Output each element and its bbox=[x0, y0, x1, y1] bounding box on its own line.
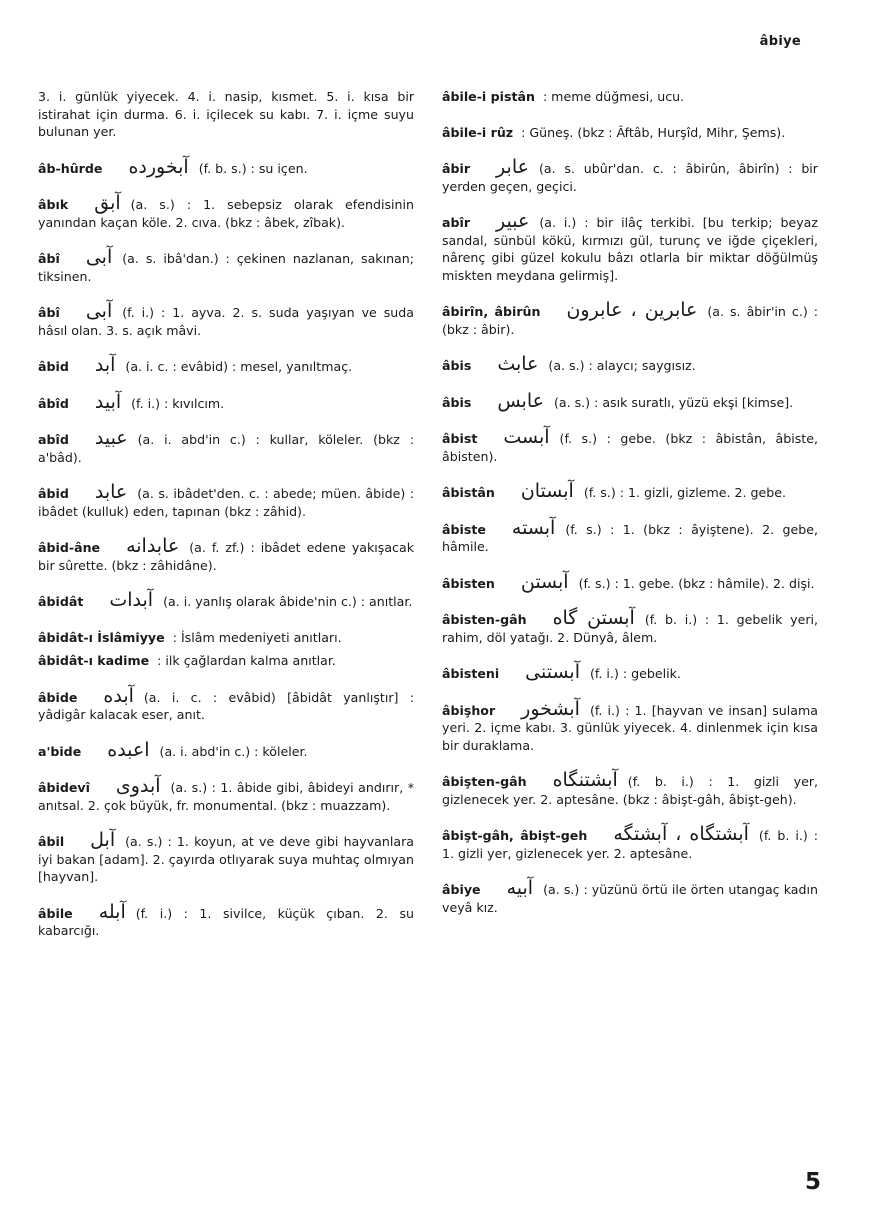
dictionary-entry bbox=[38, 427, 414, 466]
entry-definition: (a. s. ibâdet'den. c. : abede; müen. âbide) : ibâdet (kulluk) eden, tapınan (bkz : zâhid). bbox=[38, 486, 414, 519]
entry-arabic-script: آبده bbox=[103, 684, 134, 707]
entry-definition: (f. i.) : kıvılcım. bbox=[131, 395, 225, 411]
entry-definition: (f. s.) : 1. gizli, gizleme. 2. gebe. bbox=[583, 485, 786, 500]
dictionary-entry bbox=[38, 300, 414, 339]
entry-arabic-script: آبستن bbox=[520, 570, 569, 593]
entry-definition: (a. s. ubûr'dan. c. : âbirûn, âbirîn) : bir yerden geçen, geçici. bbox=[442, 161, 818, 194]
entry-definition: (f. s.) : gebe. (bkz : âbistân, âbiste, âbisten). bbox=[442, 431, 818, 464]
dictionary-entry bbox=[38, 155, 414, 178]
entry-headword: âbil bbox=[38, 834, 65, 849]
entry-definition: (a. i. yanlış olarak âbide'nin c.) : anıtlar. bbox=[163, 594, 413, 609]
entry-arabic-script: آبست bbox=[503, 426, 550, 448]
entry-headword: âbist bbox=[442, 431, 478, 446]
entry-arabic-script: آبدات bbox=[109, 589, 154, 611]
dictionary-entry bbox=[38, 629, 414, 647]
entry-definition: (f. i.) : 1. sivilce, küçük çıban. 2. su kabarcığı. bbox=[38, 905, 414, 938]
entry-headword: âbis bbox=[442, 358, 472, 373]
entry-headword: âbirîn, âbirûn bbox=[442, 304, 541, 319]
entry-definition: (f. i.) : gebelik. bbox=[590, 666, 681, 681]
running-head: âbiye bbox=[759, 34, 801, 49]
entry-headword: âbisten-gâh bbox=[442, 612, 527, 627]
entry-headword: âbide bbox=[38, 689, 78, 705]
entry-arabic-script: آبيد bbox=[94, 390, 122, 413]
dictionary-entry bbox=[38, 246, 414, 285]
entry-definition: (f. b. i.) : 1. gebelik yeri, rahim, döl yatağı. 2. Dünyâ, âlem. bbox=[442, 612, 819, 645]
dictionary-entry bbox=[442, 88, 818, 106]
dictionary-entry bbox=[38, 738, 414, 761]
entry-headword: âbile bbox=[38, 905, 73, 921]
entry-definition: : Güneş. (bkz : Âftâb, Hurşîd, Mihr, Şems). bbox=[521, 124, 786, 140]
entry-definition: (f. s.) : 1. gebe. (bkz : hâmile). 2. dişi. bbox=[578, 575, 815, 591]
entry-definition: (f. i.) : 1. [hayvan ve insan] sulama yeri. 2. içme kabı. 3. günlük yiyecek. 4. dinlenmek için kısa bir duraklama. bbox=[442, 702, 818, 753]
entry-headword: âbistân bbox=[442, 485, 495, 500]
entry-headword: âbile-i rûz bbox=[442, 124, 514, 140]
entry-arabic-script: آبستنى bbox=[525, 661, 580, 683]
dictionary-entry bbox=[442, 769, 818, 808]
entry-definition: : meme düğmesi, ucu. bbox=[542, 89, 685, 104]
entry-definition: : ilk çağlardan kalma anıtlar. bbox=[157, 653, 336, 668]
entry-arabic-script: آبى bbox=[85, 300, 113, 322]
dictionary-entry bbox=[442, 823, 818, 862]
dictionary-entry bbox=[38, 652, 414, 670]
entry-definition: (a. s.) : asık suratlı, yüzü ekşi [kimse]. bbox=[553, 394, 794, 410]
entry-headword: âbid bbox=[38, 486, 69, 501]
entry-headword: âbişhor bbox=[442, 702, 496, 718]
entry-headword: âbir bbox=[442, 161, 471, 176]
dictionary-entry bbox=[38, 192, 414, 231]
entry-arabic-script: آبشتنگاه bbox=[552, 769, 618, 791]
entry-headword: âbisten bbox=[442, 575, 495, 591]
dictionary-entry bbox=[442, 516, 818, 556]
entry-headword: a'bide bbox=[38, 743, 82, 759]
entry-headword: âb-hûrde bbox=[38, 160, 103, 176]
entry-headword: âbîd bbox=[38, 395, 69, 411]
entry-definition: (f. s.) : 1. (bkz : âyiştene). 2. gebe, hâmile. bbox=[442, 521, 818, 554]
entry-headword: âbî bbox=[38, 251, 60, 266]
entry-headword: âbişt-gâh, âbişt-geh bbox=[442, 828, 588, 843]
entry-arabic-script: آبق bbox=[94, 192, 121, 214]
entry-definition: (f. b. i.) : 1. gizli yer, gizlenecek yer. 2. aptesâne. (bkz : âbişt-gâh, âbişt-geh). bbox=[442, 774, 818, 807]
entry-headword: âbidât bbox=[38, 594, 84, 609]
entry-headword: âbis bbox=[442, 394, 472, 410]
entry-arabic-script: عابس bbox=[497, 389, 544, 412]
entry-arabic-script: آبستن گاه bbox=[552, 607, 635, 629]
entry-definition: (f. b. i.) : 1. gizli yer, gizlenecek yer. 2. aptesâne. bbox=[442, 828, 818, 861]
entry-arabic-script: آبستان bbox=[520, 480, 574, 502]
entry-definition: (a. s. âbir'in c.) : (bkz : âbir). bbox=[442, 304, 818, 337]
entry-definition: (a. s.) : yüzünü örtü ile örten utangaç kadın veyâ kız. bbox=[442, 882, 818, 915]
entry-definition: (a. f. zf.) : ibâdet edene yakışacak bir sûrette. (bkz : zâhidâne). bbox=[38, 540, 414, 573]
dictionary-entry bbox=[442, 661, 818, 683]
entry-headword: âbid-âne bbox=[38, 540, 101, 555]
entry-arabic-script: آبد bbox=[94, 354, 116, 376]
entry-definition: (a. i. abd'in c.) : köleler. bbox=[159, 743, 308, 759]
entry-headword: âbile-i pistân bbox=[442, 89, 535, 104]
entry-headword: abîr bbox=[442, 215, 471, 230]
entry-definition: (f. i.) : 1. ayva. 2. s. suda yaşıyan ve suda hâsıl olan. 3. s. açık mâvi. bbox=[38, 305, 414, 338]
entry-arabic-script: آبيه bbox=[506, 877, 534, 899]
entry-definition: (a. i. abd'in c.) : kullar, köleler. (bkz : a'bâd). bbox=[38, 432, 414, 465]
entry-arabic-script: عابر bbox=[496, 156, 529, 178]
entry-headword: âbidât-ı kadime bbox=[38, 653, 150, 668]
dictionary-entry bbox=[442, 877, 818, 916]
entry-definition: (a. s.) : alaycı; saygısız. bbox=[548, 358, 696, 373]
entry-definition: (a. i.) : bir ilâç terkibi. [bu terkip; beyaz sandal, sünbül kökü, kırmızı gül, turunç ve iğde çiçekleri, nârenç gibi güzel kokulu bâzı otlarla bir miktar döğülmüş miskten meydana gelirmiş]. bbox=[442, 215, 818, 283]
dictionary-entry bbox=[442, 124, 818, 142]
entry-arabic-script: عابث bbox=[497, 353, 539, 375]
dictionary-entry bbox=[38, 900, 414, 940]
dictionary-entry bbox=[442, 353, 818, 375]
entry-headword: âbisteni bbox=[442, 666, 500, 681]
dictionary-entry bbox=[38, 775, 414, 814]
left-column bbox=[38, 88, 414, 958]
dictionary-entry bbox=[442, 210, 818, 284]
entry-definition: (a. i. c. : evâbid) [âbidât yanlıştır] : yâdigâr kalacak eser, anıt. bbox=[38, 689, 414, 722]
dictionary-entry bbox=[442, 570, 818, 593]
entry-arabic-script: آبشتگاه ، آبشتگه bbox=[613, 823, 749, 845]
entry-arabic-script: عبير bbox=[496, 210, 530, 232]
entry-definition: (a. s.) : 1. koyun, at ve deve gibi hayvanlara iyi bakan [adam]. 2. çayırda otlıyarak suya muhtaç olmıyan [hayvan]. bbox=[38, 834, 414, 884]
entry-arabic-script: عابد bbox=[94, 481, 128, 503]
entry-arabic-script: عابدانه bbox=[126, 535, 180, 557]
entry-definition: (a. i. c. : evâbid) : mesel, yanıltmaç. bbox=[125, 359, 353, 374]
dictionary-entry bbox=[38, 684, 414, 724]
right-column bbox=[442, 88, 818, 934]
entry-definition: 3. i. günlük yiyecek. 4. i. nasip, kısmet. 5. i. kısa bir istirahat için durma. 6. i. içilecek su kabı. 7. i. içme suyu bulunan yer. bbox=[38, 89, 414, 139]
dictionary-entry bbox=[38, 354, 414, 376]
entry-arabic-script: عبيد bbox=[94, 427, 128, 449]
dictionary-entry bbox=[442, 480, 818, 502]
dictionary-entry bbox=[442, 389, 818, 412]
dictionary-entry bbox=[442, 299, 818, 338]
entry-definition: (a. s. ibâ'dan.) : çekinen nazlanan, sakınan; tiksinen. bbox=[38, 251, 414, 284]
dictionary-entry bbox=[38, 390, 414, 413]
entry-headword: âbişten-gâh bbox=[442, 774, 527, 789]
entry-definition: (a. s.) : 1. âbide gibi, âbideyi andırır, * anıtsal. 2. çok büyük, fr. monumental. (bkz : muazzam). bbox=[38, 780, 414, 813]
entry-arabic-script: آبدوى bbox=[115, 775, 161, 797]
dictionary-entry bbox=[38, 829, 414, 886]
entry-headword: âbiye bbox=[442, 882, 481, 897]
dictionary-entry bbox=[442, 697, 818, 755]
entry-arabic-script: آبخورده bbox=[128, 155, 189, 178]
dictionary-entry bbox=[442, 607, 819, 646]
entry-headword: abîd bbox=[38, 432, 69, 447]
entry-definition: : İslâm medeniyeti anıtları. bbox=[172, 629, 342, 645]
entry-definition: (f. b. s.) : su içen. bbox=[198, 160, 308, 176]
entry-headword: âbidât-ı İslâmiyye bbox=[38, 629, 165, 645]
entry-arabic-script: آبى bbox=[85, 246, 113, 268]
entry-headword: âbî bbox=[38, 305, 60, 320]
page-number: 5 bbox=[804, 1169, 821, 1195]
entry-headword: âbid bbox=[38, 359, 69, 374]
dictionary-entry bbox=[38, 589, 414, 611]
dictionary-entry bbox=[38, 535, 414, 574]
entry-headword: âbık bbox=[38, 197, 69, 212]
entry-arabic-script: آبسته bbox=[511, 516, 556, 539]
entry-arabic-script: عابرين ، عابرون bbox=[566, 299, 698, 321]
entry-definition: (a. s.) : 1. sebepsiz olarak efendisinin yanından kaçan köle. 2. cıva. (bkz : âbek, zîbak). bbox=[38, 197, 414, 230]
entry-arabic-script: آبله bbox=[98, 900, 126, 923]
entry-arabic-script: آبل bbox=[90, 829, 116, 851]
dictionary-entry bbox=[442, 156, 818, 195]
dictionary-entry bbox=[38, 481, 414, 520]
entry-headword: âbidevî bbox=[38, 780, 90, 795]
dictionary-entry bbox=[442, 426, 818, 465]
entry-arabic-script: آبشخور bbox=[521, 697, 580, 720]
entry-arabic-script: اعبده bbox=[107, 738, 150, 761]
entry-headword: âbiste bbox=[442, 521, 486, 537]
dictionary-entry bbox=[38, 88, 414, 141]
